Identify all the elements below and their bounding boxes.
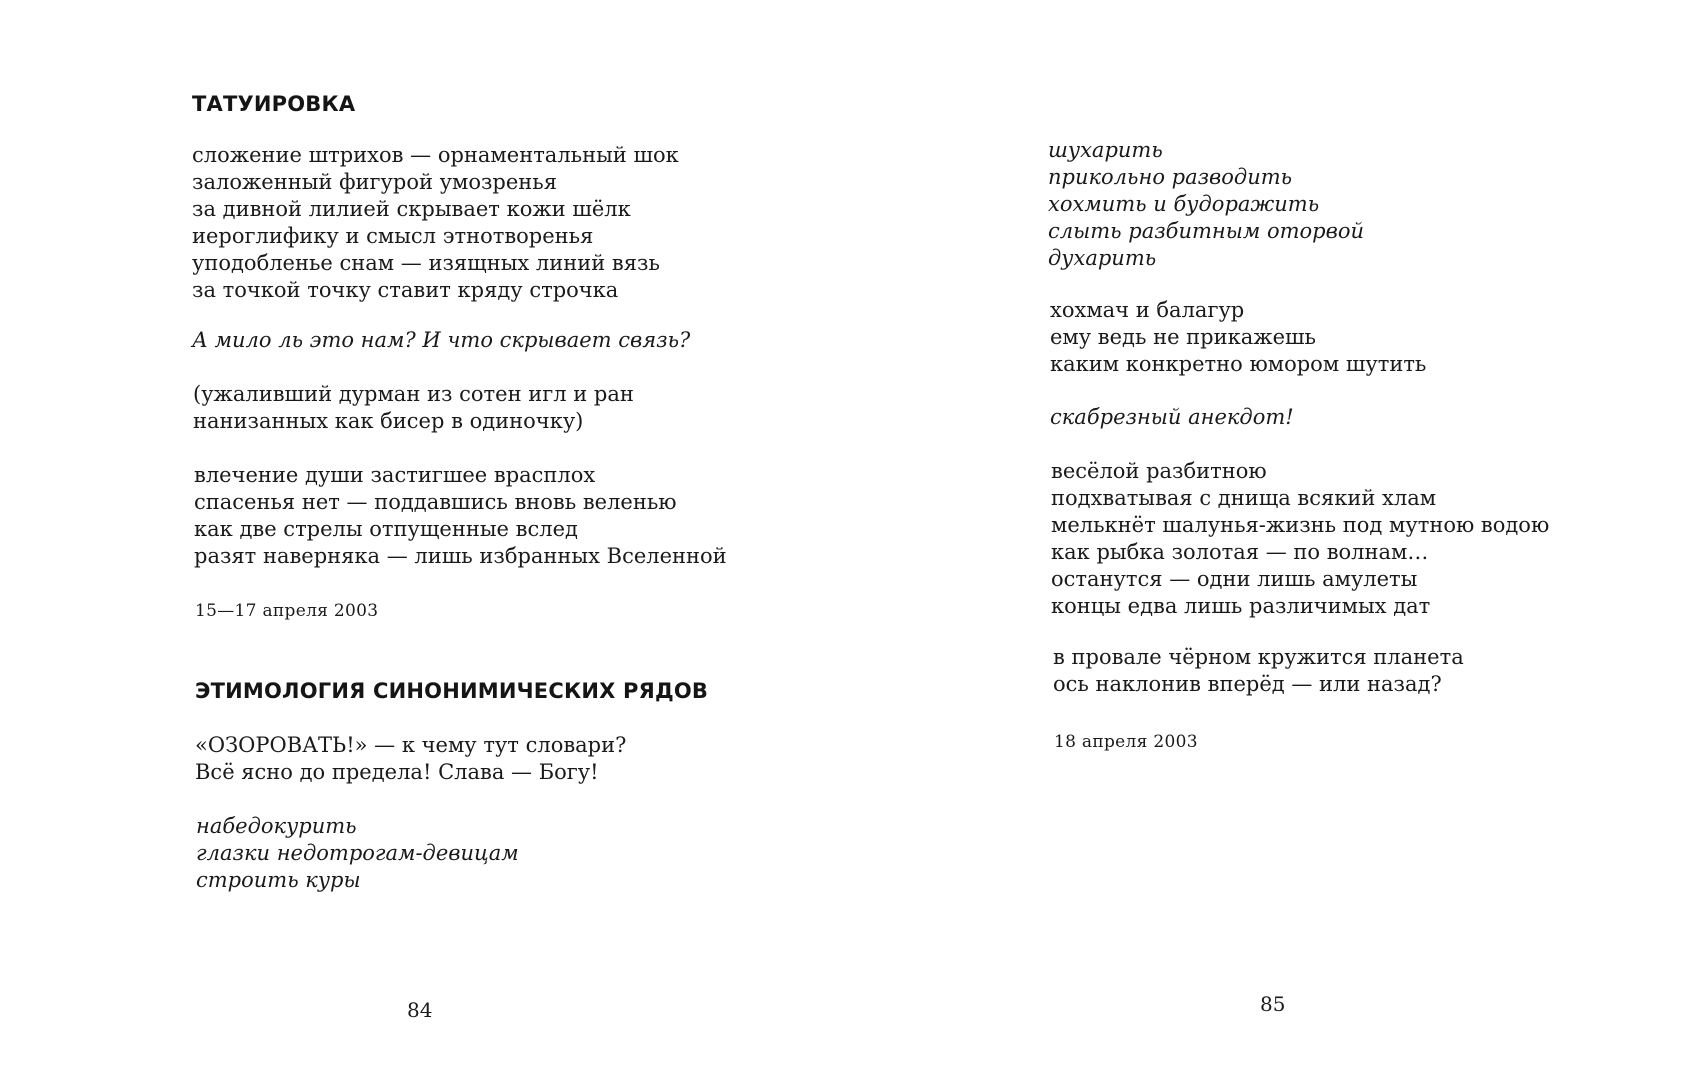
poem-line: хохмить и будоражить	[1048, 192, 1320, 216]
poem-line: за точкой точку ставит кряду строчка	[192, 278, 619, 302]
poem-title-etimologiya: ЭТИМОЛОГИЯ СИНОНИМИЧЕСКИХ РЯДОВ	[195, 679, 709, 703]
right-stanza-2	[1050, 297, 1426, 378]
page-number: 85	[1260, 992, 1286, 1016]
poem-line: как две стрелы отпущенные вслед	[194, 517, 578, 541]
poem1-stanza-2	[192, 327, 690, 354]
poem-line: влечение души застигшее врасплох	[194, 463, 596, 487]
right-poem-date: 18 апреля 2003	[1054, 732, 1198, 752]
poem-line: слыть разбитным оторвой	[1048, 219, 1364, 243]
poem-line: духарить	[1048, 246, 1157, 270]
poem1-stanza-4	[194, 462, 727, 570]
poem-line: ось наклонив вперёд — или назад?	[1053, 672, 1442, 696]
right-stanza-4	[1051, 458, 1549, 620]
poem-line: нанизанных как бисер в одиночку)	[193, 409, 584, 433]
poem-line: каким конкретно юмором шутить	[1050, 352, 1427, 376]
poem-line: концы едва лишь различимых дат	[1051, 594, 1431, 618]
poem-line: в провале чёрном кружится планета	[1053, 645, 1464, 669]
poem-line: шухарить	[1048, 138, 1163, 162]
poem-line: уподобленье снам — изящных линий вязь	[192, 251, 660, 275]
poem-line: ему ведь не прикажешь	[1050, 325, 1316, 349]
poem-line: спасенья нет — поддавшись вновь веленью	[194, 490, 677, 514]
poem2-stanza-2	[196, 813, 519, 894]
poem-title-tatuirovka: ТАТУИРОВКА	[192, 92, 356, 116]
poem-line: разят наверняка — лишь избранных Вселенной	[194, 544, 727, 568]
poem-line: подхватывая с днища всякий хлам	[1051, 486, 1437, 510]
right-stanza-5	[1053, 644, 1464, 698]
poem-line: весёлой разбитною	[1051, 459, 1267, 483]
poem-line: как рыбка золотая — по волнам…	[1051, 540, 1429, 564]
poem1-stanza-1	[192, 142, 679, 304]
right-stanza-1	[1048, 137, 1364, 272]
poem-line: (ужаливший дурман из сотен игл и ран	[193, 382, 634, 406]
poem-line: мелькнёт шалунья-жизнь под мутною водою	[1051, 513, 1550, 537]
poem-line: прикольно разводить	[1048, 165, 1293, 189]
poem-line: «ОЗОРОВАТЬ!» — к чему тут словари?	[195, 733, 627, 757]
poem1-stanza-3	[193, 381, 634, 435]
page-number: 84	[407, 998, 433, 1022]
poem-line: Всё ясно до предела! Слава — Богу!	[195, 760, 599, 784]
right-stanza-3	[1050, 404, 1294, 431]
poem-line: А мило ль это нам? И что скрывает связь?	[192, 328, 691, 352]
poem-line: за дивной лилией скрывает кожи шёлк	[192, 197, 631, 221]
poem-line: иероглифику и смысл этнотворенья	[192, 224, 594, 248]
poem-line: останутся — одни лишь амулеты	[1051, 567, 1418, 591]
poem-line: хохмач и балагур	[1050, 298, 1245, 322]
poem-line: заложенный фигурой умозренья	[192, 170, 557, 194]
poem-line: набедокурить	[196, 814, 357, 838]
poem-line: скабрезный анекдот!	[1050, 405, 1294, 429]
poem-line: глазки недотрогам-девицам	[196, 841, 519, 865]
left-page	[0, 0, 845, 1072]
poem2-stanza-1	[195, 732, 626, 786]
right-page	[845, 0, 1691, 1072]
poem-line: строить куры	[196, 868, 361, 892]
poem-line: сложение штрихов — орнаментальный шок	[192, 143, 679, 167]
poem1-date: 15—17 апреля 2003	[195, 601, 379, 621]
